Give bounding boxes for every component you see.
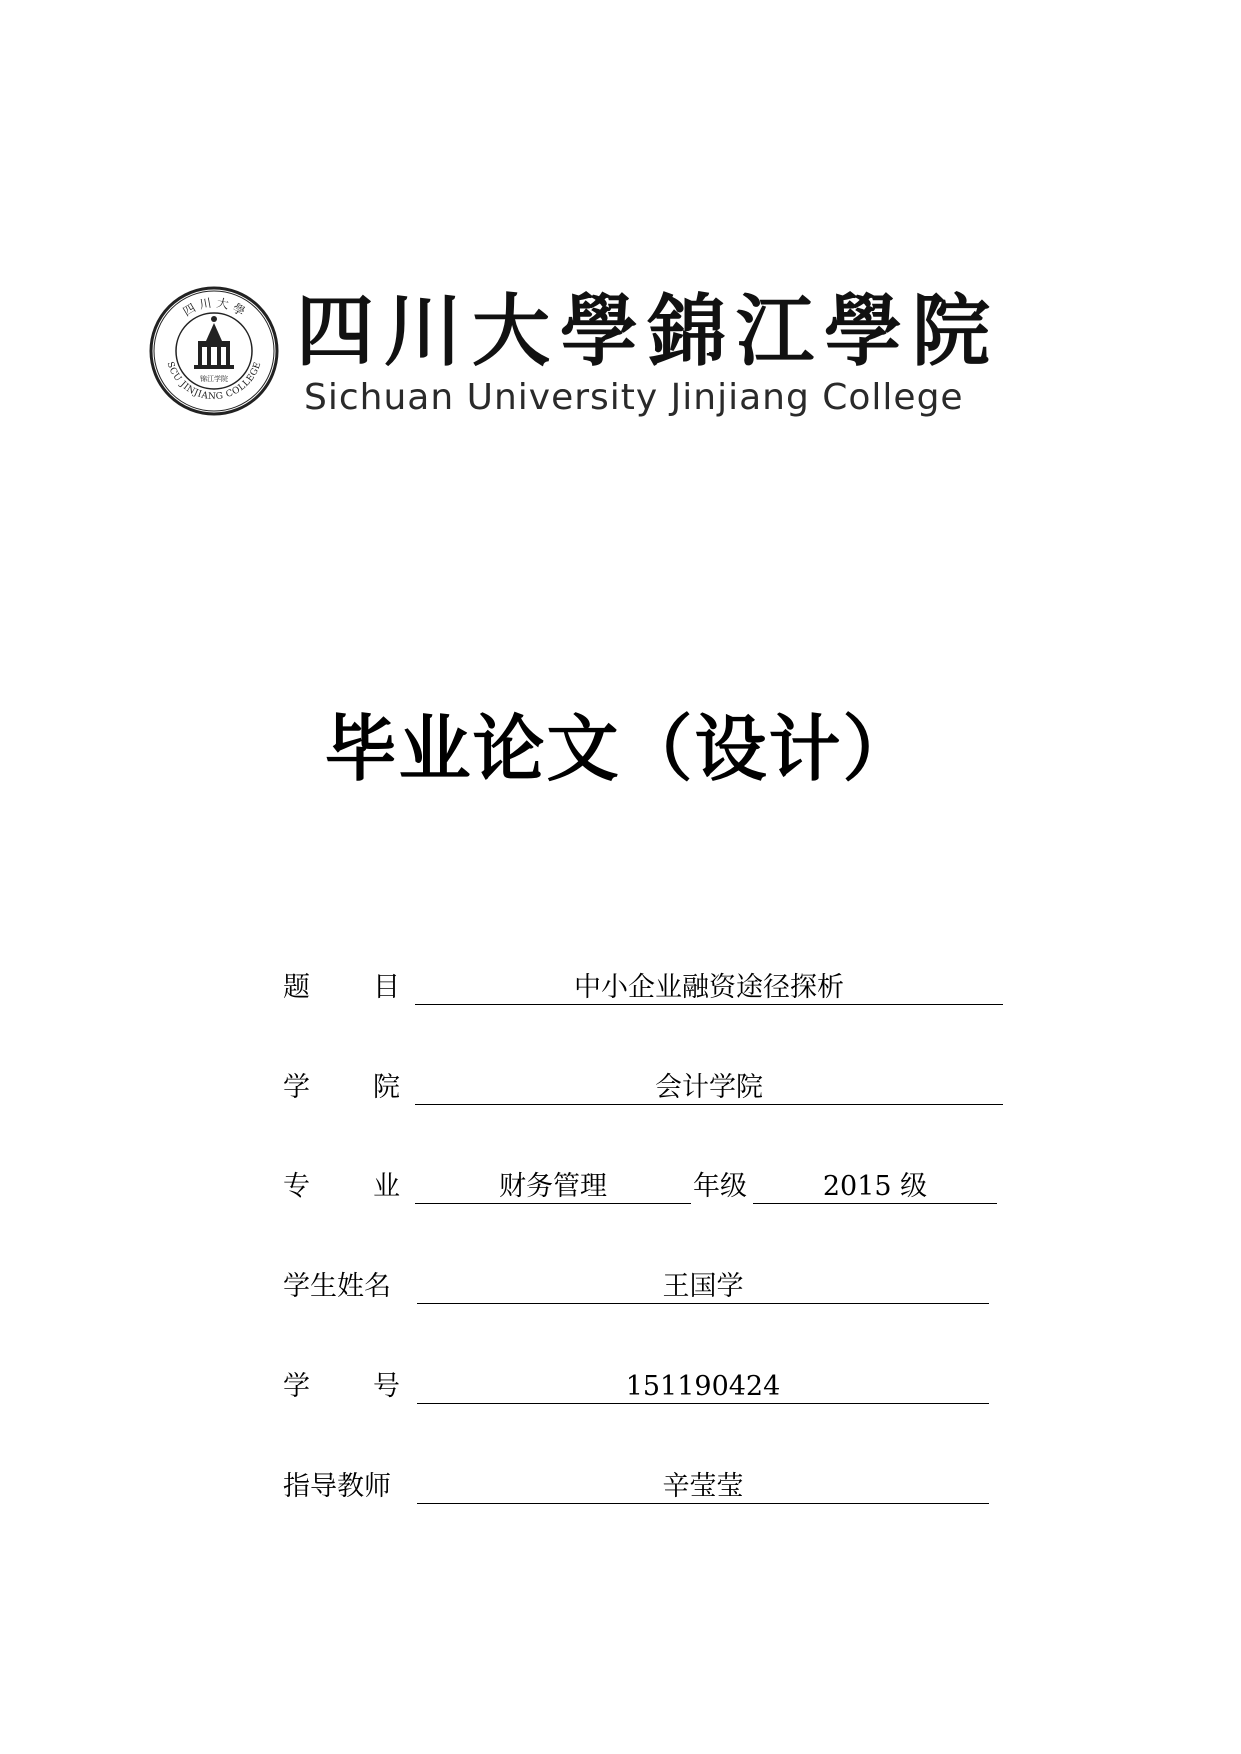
label-char: 目 xyxy=(373,972,400,1003)
field-major-grade xyxy=(283,1167,1003,1207)
student-name-value: 王国学 xyxy=(417,1267,989,1304)
field-student-name xyxy=(283,1267,1003,1307)
svg-text:锦江学院: 锦江学院 xyxy=(200,375,228,383)
field-label: 指导教师 xyxy=(283,1471,391,1502)
college-logo xyxy=(148,285,1028,430)
field-advisor xyxy=(283,1467,1003,1507)
college-value: 会计学院 xyxy=(415,1068,1003,1105)
label-char: 业 xyxy=(373,1171,400,1202)
student-id-value: 151190424 xyxy=(417,1367,989,1404)
svg-text:SCU JINJIANG COLLEGE: SCU JINJIANG COLLEGE xyxy=(164,360,264,403)
document-title: 毕业论文（设计） xyxy=(324,706,917,791)
major-value: 财务管理 xyxy=(415,1167,691,1204)
field-label xyxy=(283,1167,400,1207)
grade-value: 2015 级 xyxy=(753,1167,997,1204)
grade-label: 年级 xyxy=(693,1171,747,1202)
institution-name-en: Sichuan University Jinjiang College xyxy=(304,377,964,418)
field-label xyxy=(283,1068,400,1108)
advisor-value: 辛莹莹 xyxy=(417,1467,989,1504)
field-student-id xyxy=(283,1367,1003,1407)
label-char: 题 xyxy=(283,972,310,1003)
field-label: 学生姓名 xyxy=(283,1271,391,1302)
label-char: 院 xyxy=(373,1072,400,1103)
field-college xyxy=(283,1068,1003,1108)
field-topic xyxy=(283,968,1003,1008)
college-seal-icon xyxy=(148,285,280,417)
topic-value: 中小企业融资途径探析 xyxy=(415,968,1003,1005)
institution-name-cn: 四川大學錦江學院 xyxy=(296,286,1001,377)
field-label xyxy=(283,968,400,1008)
field-label xyxy=(283,1367,400,1407)
label-char: 专 xyxy=(283,1171,310,1202)
label-char: 号 xyxy=(373,1371,400,1402)
label-char: 学 xyxy=(283,1371,310,1402)
svg-text:四 川 大 學: 四 川 大 學 xyxy=(180,295,248,319)
label-char: 学 xyxy=(283,1072,310,1103)
